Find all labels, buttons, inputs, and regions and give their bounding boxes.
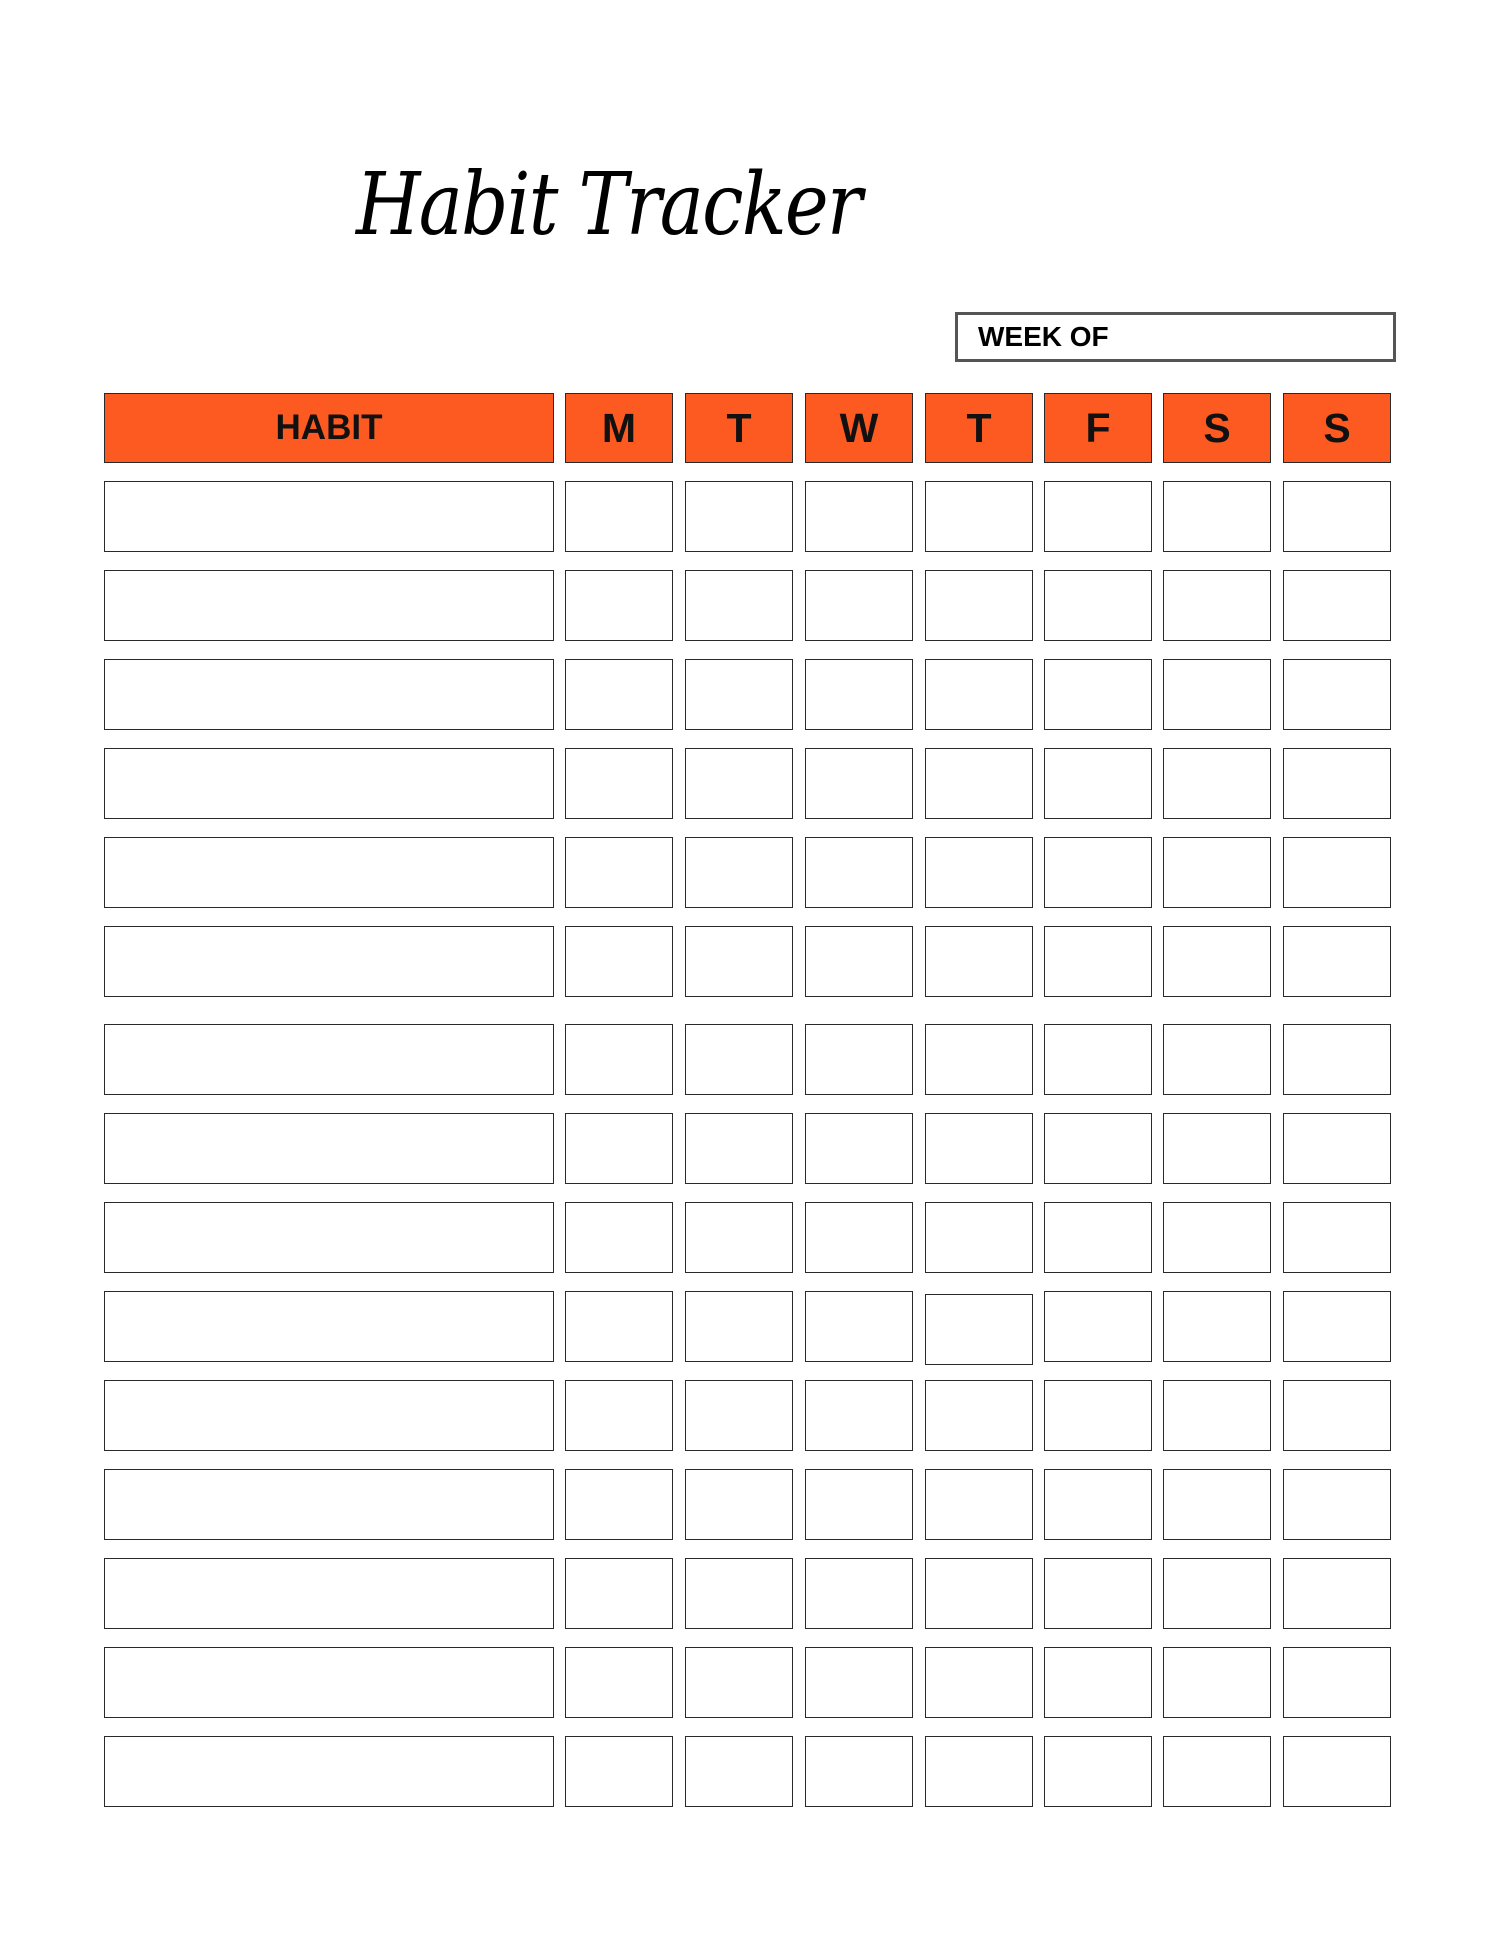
day-check-cell[interactable] xyxy=(1163,1380,1271,1451)
habit-name-cell[interactable] xyxy=(104,748,554,819)
habit-name-cell[interactable] xyxy=(104,1380,554,1451)
header-day: S xyxy=(1283,393,1391,463)
day-check-cell[interactable] xyxy=(685,926,793,997)
day-check-cell[interactable] xyxy=(685,1558,793,1629)
day-check-cell[interactable] xyxy=(805,926,913,997)
day-check-cell[interactable] xyxy=(925,1469,1033,1540)
day-check-cell[interactable] xyxy=(685,570,793,641)
day-check-cell[interactable] xyxy=(1163,1736,1271,1807)
day-check-cell[interactable] xyxy=(1044,481,1152,552)
day-check-cell[interactable] xyxy=(565,1202,673,1273)
day-check-cell[interactable] xyxy=(925,926,1033,997)
day-check-cell[interactable] xyxy=(565,1647,673,1718)
day-check-cell[interactable] xyxy=(1283,659,1391,730)
day-check-cell[interactable] xyxy=(685,1113,793,1184)
day-check-cell[interactable] xyxy=(1044,1291,1152,1362)
day-check-cell[interactable] xyxy=(925,1736,1033,1807)
habit-name-cell[interactable] xyxy=(104,1024,554,1095)
day-check-cell[interactable] xyxy=(805,1202,913,1273)
day-check-cell[interactable] xyxy=(1283,748,1391,819)
habit-name-cell[interactable] xyxy=(104,1113,554,1184)
day-check-cell[interactable] xyxy=(1283,1647,1391,1718)
day-check-cell[interactable] xyxy=(1044,1736,1152,1807)
day-check-cell[interactable] xyxy=(1283,1380,1391,1451)
habit-name-cell[interactable] xyxy=(104,1647,554,1718)
day-check-cell[interactable] xyxy=(565,1469,673,1540)
day-check-cell[interactable] xyxy=(925,837,1033,908)
day-check-cell[interactable] xyxy=(1163,926,1271,997)
day-check-cell[interactable] xyxy=(1044,1202,1152,1273)
header-day: W xyxy=(805,393,913,463)
day-check-cell[interactable] xyxy=(925,1558,1033,1629)
day-check-cell[interactable] xyxy=(1044,1647,1152,1718)
day-check-cell[interactable] xyxy=(565,1291,673,1362)
day-check-cell[interactable] xyxy=(685,1736,793,1807)
day-check-cell[interactable] xyxy=(925,1113,1033,1184)
day-check-cell[interactable] xyxy=(805,748,913,819)
day-check-cell[interactable] xyxy=(685,748,793,819)
day-check-cell[interactable] xyxy=(685,1647,793,1718)
day-check-cell[interactable] xyxy=(1163,659,1271,730)
day-check-cell[interactable] xyxy=(925,1380,1033,1451)
day-check-cell[interactable] xyxy=(1163,1647,1271,1718)
day-check-cell[interactable] xyxy=(1044,1469,1152,1540)
habit-name-cell[interactable] xyxy=(104,570,554,641)
day-check-cell[interactable] xyxy=(1163,748,1271,819)
day-check-cell[interactable] xyxy=(1044,926,1152,997)
habit-name-cell[interactable] xyxy=(104,1202,554,1273)
day-check-cell[interactable] xyxy=(1283,1113,1391,1184)
day-check-cell[interactable] xyxy=(805,837,913,908)
day-check-cell[interactable] xyxy=(925,659,1033,730)
day-check-cell[interactable] xyxy=(1283,1736,1391,1807)
day-check-cell[interactable] xyxy=(1044,1380,1152,1451)
day-check-cell[interactable] xyxy=(1163,1558,1271,1629)
habit-name-cell[interactable] xyxy=(104,837,554,908)
day-check-cell[interactable] xyxy=(685,1380,793,1451)
header-day: T xyxy=(685,393,793,463)
habit-name-cell[interactable] xyxy=(104,659,554,730)
day-check-cell[interactable] xyxy=(565,1024,673,1095)
page-title: Habit Tracker xyxy=(356,155,861,255)
day-check-cell[interactable] xyxy=(925,748,1033,819)
day-check-cell[interactable] xyxy=(925,1294,1033,1365)
day-check-cell[interactable] xyxy=(805,1647,913,1718)
day-check-cell[interactable] xyxy=(925,1202,1033,1273)
day-check-cell[interactable] xyxy=(925,570,1033,641)
day-check-cell[interactable] xyxy=(1163,1024,1271,1095)
day-check-cell[interactable] xyxy=(1163,1202,1271,1273)
day-check-cell[interactable] xyxy=(1044,659,1152,730)
day-check-cell[interactable] xyxy=(925,1024,1033,1095)
day-check-cell[interactable] xyxy=(565,1558,673,1629)
day-check-cell[interactable] xyxy=(1044,748,1152,819)
day-check-cell[interactable] xyxy=(1283,837,1391,908)
day-check-cell[interactable] xyxy=(565,1113,673,1184)
day-check-cell[interactable] xyxy=(1163,1291,1271,1362)
day-check-cell[interactable] xyxy=(565,926,673,997)
day-check-cell[interactable] xyxy=(1163,1113,1271,1184)
day-check-cell[interactable] xyxy=(685,837,793,908)
day-check-cell[interactable] xyxy=(565,837,673,908)
day-check-cell[interactable] xyxy=(805,481,913,552)
header-day: F xyxy=(1044,393,1152,463)
day-check-cell[interactable] xyxy=(565,659,673,730)
day-check-cell[interactable] xyxy=(685,1202,793,1273)
day-check-cell[interactable] xyxy=(1283,1202,1391,1273)
habit-name-cell[interactable] xyxy=(104,1736,554,1807)
day-check-cell[interactable] xyxy=(1283,570,1391,641)
day-check-cell[interactable] xyxy=(685,1024,793,1095)
habit-name-cell[interactable] xyxy=(104,1291,554,1362)
day-check-cell[interactable] xyxy=(805,1113,913,1184)
day-check-cell[interactable] xyxy=(1163,481,1271,552)
day-check-cell[interactable] xyxy=(805,1291,913,1362)
day-check-cell[interactable] xyxy=(565,1380,673,1451)
day-check-cell[interactable] xyxy=(1283,1469,1391,1540)
day-check-cell[interactable] xyxy=(805,1469,913,1540)
day-check-cell[interactable] xyxy=(925,481,1033,552)
day-check-cell[interactable] xyxy=(1163,1469,1271,1540)
day-check-cell[interactable] xyxy=(1283,1291,1391,1362)
day-check-cell[interactable] xyxy=(1044,1558,1152,1629)
day-check-cell[interactable] xyxy=(685,1291,793,1362)
habit-name-cell[interactable] xyxy=(104,1558,554,1629)
week-of-label: WEEK OF xyxy=(978,321,1109,352)
day-check-cell[interactable] xyxy=(685,481,793,552)
day-check-cell[interactable] xyxy=(1044,1113,1152,1184)
day-check-cell[interactable] xyxy=(1044,837,1152,908)
day-check-cell[interactable] xyxy=(685,1469,793,1540)
day-check-cell[interactable] xyxy=(805,1736,913,1807)
day-check-cell[interactable] xyxy=(1044,570,1152,641)
day-check-cell[interactable] xyxy=(925,1647,1033,1718)
day-check-cell[interactable] xyxy=(1283,1558,1391,1629)
habit-name-cell[interactable] xyxy=(104,481,554,552)
day-check-cell[interactable] xyxy=(1283,926,1391,997)
header-day: M xyxy=(565,393,673,463)
day-check-cell[interactable] xyxy=(805,1558,913,1629)
day-check-cell[interactable] xyxy=(805,1024,913,1095)
header-day: T xyxy=(925,393,1033,463)
day-check-cell[interactable] xyxy=(565,481,673,552)
day-check-cell[interactable] xyxy=(1044,1024,1152,1095)
habit-name-cell[interactable] xyxy=(104,1469,554,1540)
day-check-cell[interactable] xyxy=(805,659,913,730)
day-check-cell[interactable] xyxy=(565,570,673,641)
day-check-cell[interactable] xyxy=(1163,570,1271,641)
day-check-cell[interactable] xyxy=(685,659,793,730)
day-check-cell[interactable] xyxy=(1163,837,1271,908)
day-check-cell[interactable] xyxy=(805,570,913,641)
day-check-cell[interactable] xyxy=(1283,1024,1391,1095)
habit-name-cell[interactable] xyxy=(104,926,554,997)
day-check-cell[interactable] xyxy=(805,1380,913,1451)
day-check-cell[interactable] xyxy=(1283,481,1391,552)
day-check-cell[interactable] xyxy=(565,1736,673,1807)
day-check-cell[interactable] xyxy=(565,748,673,819)
header-day: S xyxy=(1163,393,1271,463)
header-habit: HABIT xyxy=(104,393,554,463)
